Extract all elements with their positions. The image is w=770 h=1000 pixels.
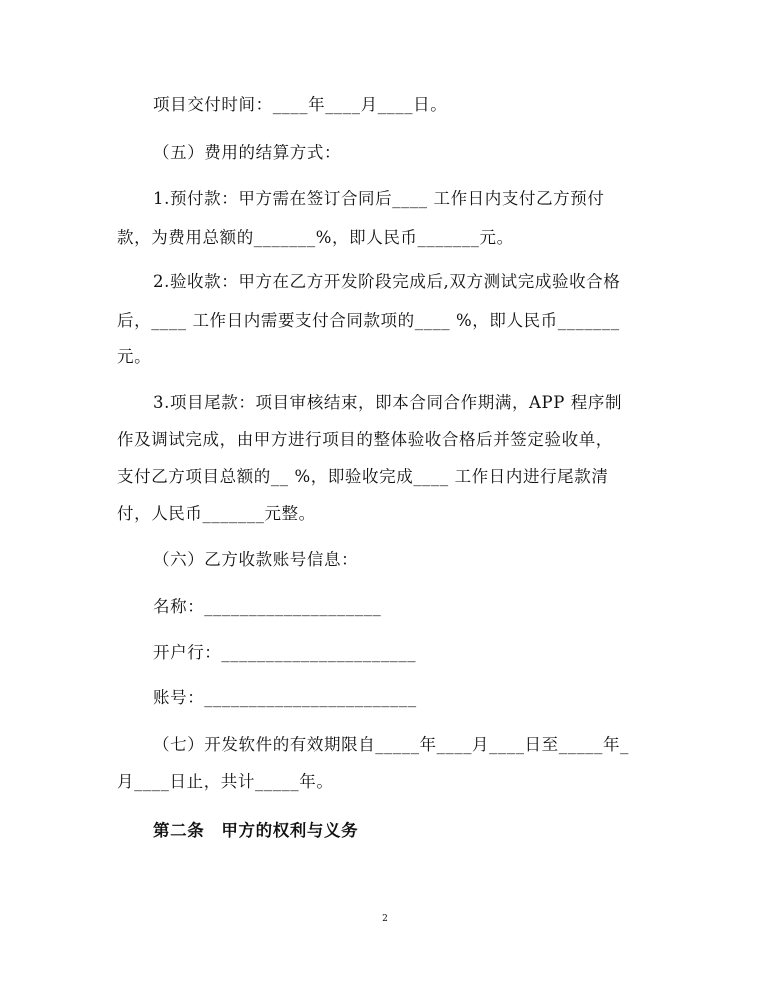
delivery-time-line: 项目交付时间：____年____月____日。 bbox=[153, 95, 448, 114]
acceptance-payment-line-1: 2.验收款：甲方在乙方开发阶段完成后,双方测试完成验收合格 bbox=[153, 272, 621, 291]
account-name-line: 名称：____________________ bbox=[153, 597, 382, 616]
final-payment-line-2: 作及调试完成，由甲方进行项目的整体验收合格后并签定验收单， bbox=[117, 430, 613, 449]
acceptance-payment-line-3: 元。 bbox=[117, 347, 152, 366]
section-6-heading: （六）乙方收款账号信息： bbox=[153, 550, 359, 569]
final-payment-line-3: 支付乙方项目总额的__ %，即验收完成____ 工作日内进行尾款清 bbox=[117, 467, 609, 486]
prepayment-line-1: 1.预付款：甲方需在签订合同后____ 工作日内支付乙方预付 bbox=[153, 189, 605, 208]
account-number-line: 账号：________________________ bbox=[153, 688, 417, 707]
article-2-heading: 第二条 甲方的权利与义务 bbox=[153, 821, 359, 840]
bank-line: 开户行：______________________ bbox=[153, 643, 417, 662]
validity-line-2: 月____日止，共计_____年。 bbox=[117, 772, 334, 791]
final-payment-line-1: 3.项目尾款：项目审核结束，即本合同合作期满，APP 程序制 bbox=[153, 393, 623, 412]
acceptance-payment-line-2: 后，____ 工作日内需要支付合同款项的____ %，即人民币_______ bbox=[117, 311, 620, 330]
final-payment-line-4: 付，人民币_______元整。 bbox=[117, 504, 316, 523]
validity-line-1: （七）开发软件的有效期限自_____年____月____日至_____年_ bbox=[153, 735, 629, 754]
page-number: 2 bbox=[382, 914, 388, 924]
section-5-heading: （五）费用的结算方式： bbox=[153, 143, 342, 162]
prepayment-line-2: 款，为费用总额的_______%，即人民币_______元。 bbox=[117, 228, 514, 247]
